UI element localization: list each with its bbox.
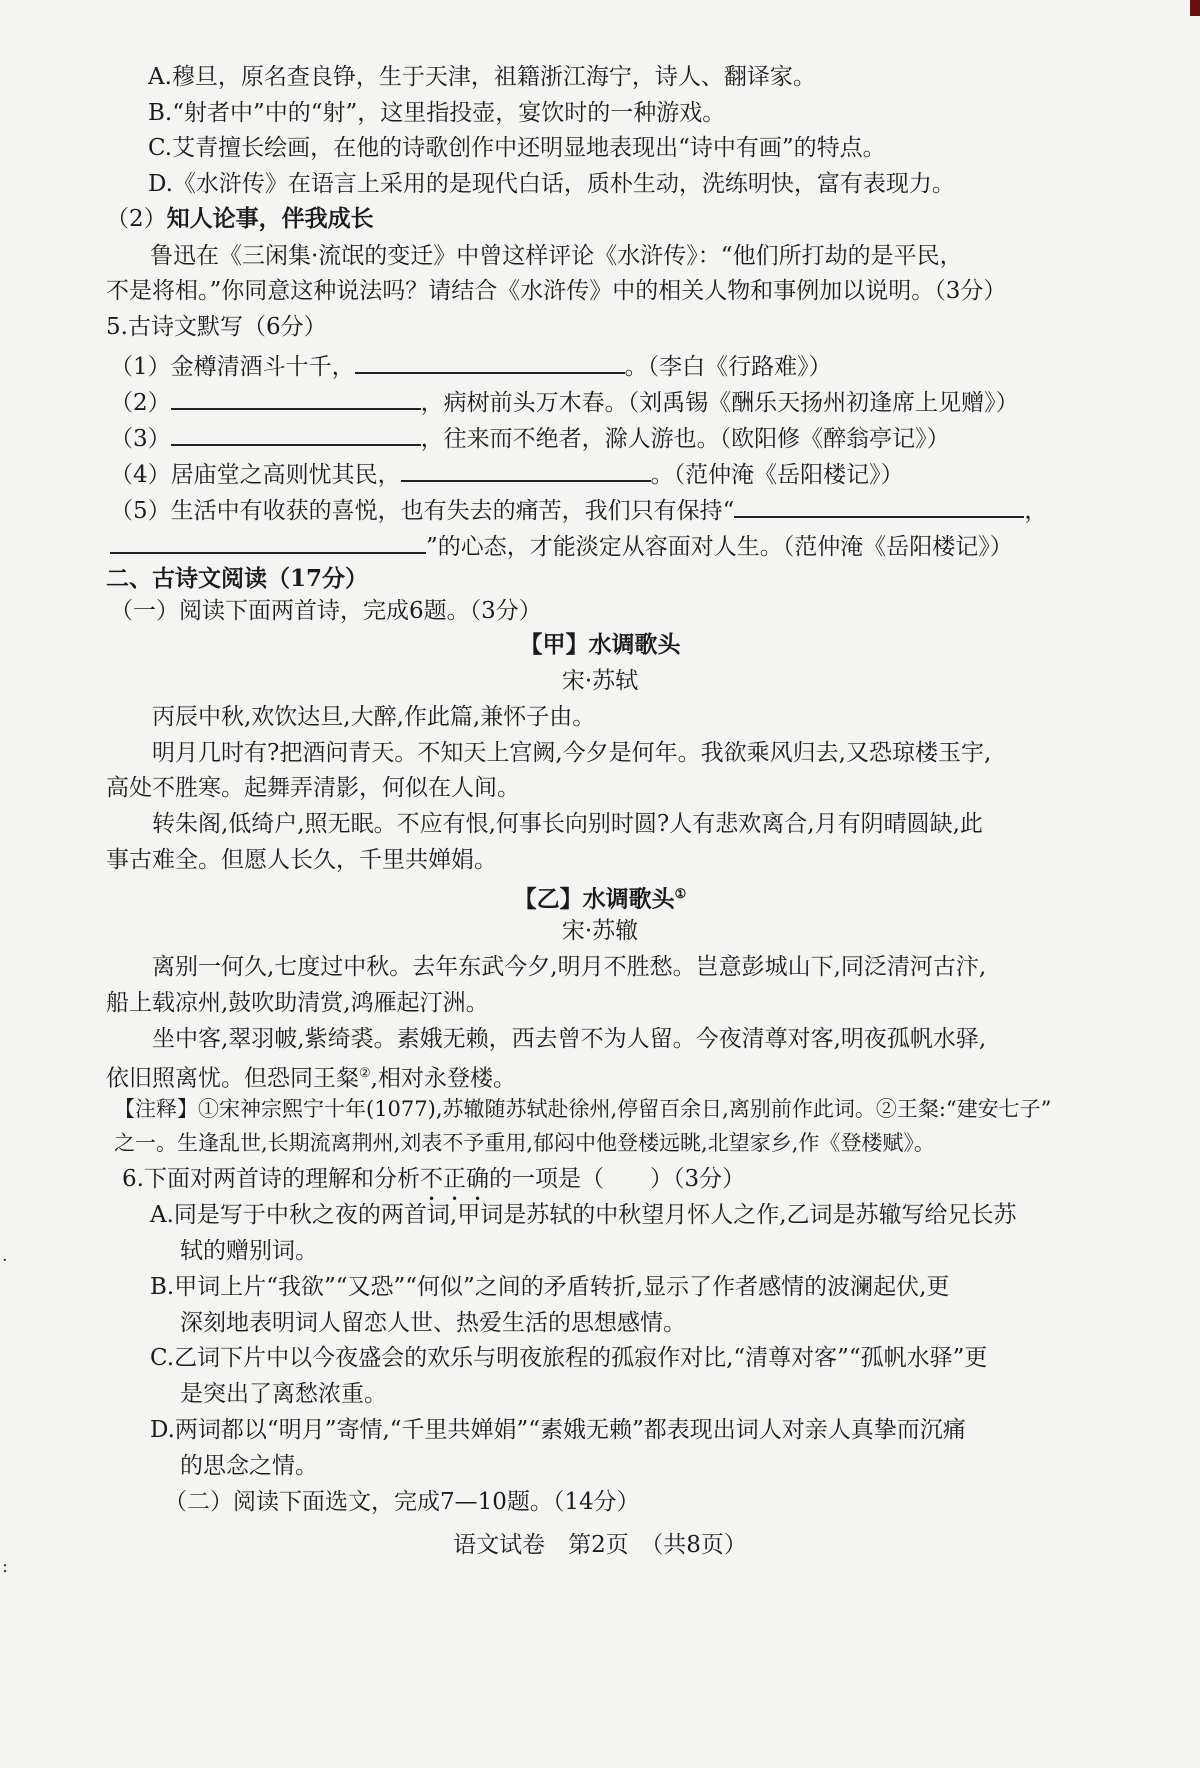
q4-option-d: D.《水浒传》在语言上采用的是现代白话，质朴生动，洗练明快，富有表现力。 xyxy=(148,171,955,197)
q4-option-c: C.艾青擅长绘画，在他的诗歌创作中还明显地表现出“诗中有画”的特点。 xyxy=(148,135,886,161)
poem-jia-author: 宋·苏轼 xyxy=(561,668,639,694)
poem-yi-line-1b: 船上载凉州,鼓吹助清赏,鸿雁起汀洲。 xyxy=(106,990,489,1016)
poem-yi-title xyxy=(0,880,1200,915)
poem-yi-title-text: 【乙】水调歌头 xyxy=(513,885,675,913)
q5-answer-blank-5b[interactable] xyxy=(110,528,426,554)
q4-part2-text-2: 不是将相。”你同意这种说法吗？请结合《水浒传》中的相关人物和事例加以说明。（3分） xyxy=(106,278,1007,304)
q5-title: 5.古诗文默写（6分） xyxy=(106,314,327,340)
poem-yi-author: 宋·苏辙 xyxy=(561,918,639,944)
q5-item-2 xyxy=(110,384,1019,418)
q6-option-d-2: 的思念之情。 xyxy=(180,1453,318,1479)
scan-speck-left-2: : xyxy=(2,1556,9,1577)
poem-yi-line-2b-pre: 依旧照离忧。但恐同王粲 xyxy=(106,1065,359,1092)
section2-sub2: （二）阅读下面选文，完成7—10题。（14分） xyxy=(164,1489,640,1515)
q5-item-5-prefix: （5）生活中有收获的喜悦，也有失去的痛苦，我们只有保持“ xyxy=(110,498,735,524)
q6-stem-pre: 6.下面对两首诗的理解和分析 xyxy=(122,1166,420,1192)
q5-item-3-prefix: （3） xyxy=(110,426,171,452)
q6-option-c-2: 是突出了离愁浓重。 xyxy=(180,1381,387,1407)
q5-item-2-suffix: ，病树前头万木春。（刘禹锡《酬乐天扬州初逢席上见赠》） xyxy=(420,390,1019,416)
page-footer: 语文试卷 第2页 （共8页） xyxy=(453,1532,747,1558)
poem-jia-title: 【甲】水调歌头 xyxy=(519,631,681,658)
q5-item-4-suffix: 。（范仲淹《岳阳楼记》） xyxy=(650,462,904,488)
section2-sub1: （一）阅读下面两首诗，完成6题。（3分） xyxy=(110,598,542,624)
q5-item-5 xyxy=(110,492,1047,526)
q6-option-b-2: 深刻地表明词人留恋人世、热爱生活的思想感情。 xyxy=(180,1310,686,1336)
q5-answer-blank-4[interactable] xyxy=(401,456,651,482)
page-corner-mark xyxy=(1190,0,1200,16)
poem-yi-note-marker: ① xyxy=(674,887,687,902)
q4-part2-heading xyxy=(106,204,374,234)
q6-option-c-1: C.乙词下片中以今夜盛会的欢乐与明夜旅程的孤寂作对比,“清尊对客”“孤帆水驿”更 xyxy=(150,1345,988,1371)
q6-option-b-1: B.甲词上片“我欲”“又恐”“何似”之间的矛盾转折,显示了作者感情的波澜起伏,更 xyxy=(150,1274,950,1300)
q6-stem-post: 的一项是（ ）（3分） xyxy=(488,1166,746,1192)
poem-jia-line-1b: 高处不胜寒。起舞弄清影，何似在人间。 xyxy=(106,775,520,801)
q4-part2-text-1: 鲁迅在《三闲集·流氓的变迁》中曾这样评论《水浒传》：“他们所打劫的是平民， xyxy=(150,243,963,269)
q6-option-a-1: A.同是写于中秋之夜的两首词,甲词是苏轼的中秋望月怀人之作,乙词是苏辙写给兄长苏 xyxy=(150,1202,1017,1228)
section2-title: 二、古诗文阅读（17分） xyxy=(106,565,369,592)
notes-line-1: 【注释】①宋神宗熙宁十年(1077),苏辙随苏轼赴徐州,停留百余日,离别前作此词。②王粲:“建安七子” xyxy=(114,1097,1052,1121)
q4-part2-title: 知人论事，伴我成长 xyxy=(166,205,374,232)
q5-item-4-prefix: （4）居庙堂之高则忧其民， xyxy=(110,462,401,488)
poem-jia-preface: 丙辰中秋,欢饮达旦,大醉,作此篇,兼怀子由。 xyxy=(152,704,596,730)
scan-speck-left: · xyxy=(2,1250,8,1271)
q5-item-1 xyxy=(110,348,832,382)
notes-line-2: 之一。生逢乱世,长期流离荆州,刘表不予重用,郁闷中他登楼远眺,北望家乡,作《登楼赋》。 xyxy=(114,1131,935,1155)
q5-item-1-prefix: （1）金樽清酒斗十千， xyxy=(110,354,355,380)
poem-yi-line-1a: 离别一何久,七度过中秋。去年东武今夕,明月不胜愁。岂意彭城山下,同泛清河古汴, xyxy=(152,954,987,980)
poem-jia-line-2b: 事古难全。但愿人长久，千里共婵娟。 xyxy=(106,847,497,873)
q5-item-5-continued xyxy=(110,528,1013,562)
q5-item-2-prefix: （2） xyxy=(110,390,171,416)
q6-stem-negation: 不正确 xyxy=(419,1166,489,1192)
q5-answer-blank-3[interactable] xyxy=(171,420,421,446)
q5-item-3 xyxy=(110,420,950,454)
poem-yi-line-2b xyxy=(106,1059,516,1094)
q5-answer-blank-2[interactable] xyxy=(171,384,421,410)
q5-item-5-comma: ， xyxy=(1024,498,1048,524)
poem-yi-line-2a: 坐中客,翠羽帔,紫绮裘。素娥无赖，西去曾不为人留。今夜清尊对客,明夜孤帆水驿, xyxy=(152,1026,987,1052)
q4-part2-number: （2） xyxy=(106,206,167,232)
q5-answer-blank-5a[interactable] xyxy=(734,492,1024,518)
q5-item-4 xyxy=(110,456,904,490)
poem-jia-line-1a: 明月几时有?把酒问青天。不知天上宫阙,今夕是何年。我欲乘风归去,又恐琼楼玉宇, xyxy=(152,740,992,766)
q5-item-5-suffix: ”的心态，才能淡定从容面对人生。（范仲淹《岳阳楼记》） xyxy=(426,534,1013,560)
q5-item-3-suffix: ，往来而不绝者，滁人游也。（欧阳修《醉翁亭记》） xyxy=(420,426,950,452)
q4-option-a: A.穆旦，原名查良铮，生于天津，祖籍浙江海宁，诗人、翻译家。 xyxy=(148,64,816,90)
q5-item-1-suffix: 。（李白《行路难》） xyxy=(624,354,832,380)
q6-option-a-2: 轼的赠别词。 xyxy=(180,1238,318,1264)
q5-answer-blank-1[interactable] xyxy=(355,348,625,374)
poem-jia-line-2a: 转朱阁,低绮户,照无眠。不应有恨,何事长向别时圆?人有悲欢离合,月有阴晴圆缺,此 xyxy=(152,811,983,837)
poem-yi-line-2b-post: ,相对永登楼。 xyxy=(370,1065,516,1092)
poem-yi-note2-marker: ② xyxy=(359,1066,371,1081)
q6-option-d-1: D.两词都以“明月”寄情,“千里共婵娟”“素娥无赖”都表现出词人对亲人真挚而沉痛 xyxy=(150,1417,966,1443)
q4-option-b: B.“射者中”中的“射”，这里指投壶，宴饮时的一种游戏。 xyxy=(148,100,726,126)
